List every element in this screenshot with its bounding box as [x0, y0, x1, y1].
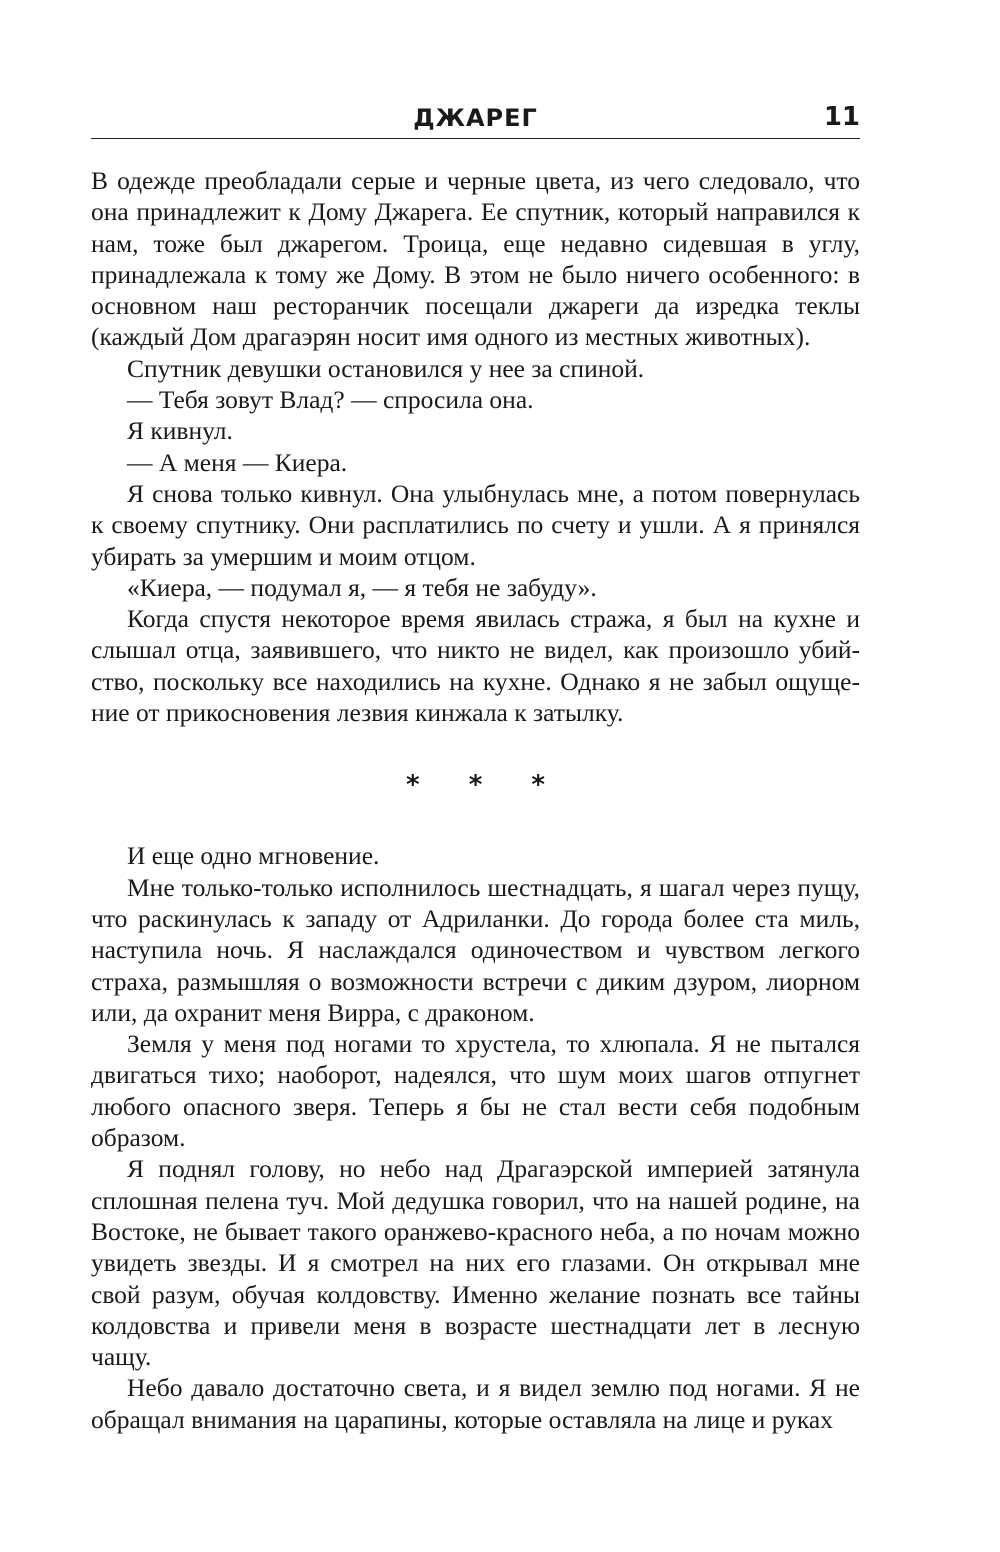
- running-header: [91, 98, 860, 139]
- body-text: [91, 165, 860, 1435]
- paragraph: Мне только-только исполнилось шестнадцать, я шагал через пущу, что раскинулась к западу от Адриланки. До города более ста миль, наступила ночь. Я наслаждался одиночеством и чувством легкого страха, размышляя о возможности встречи с диким дзуром, лиорном или, да охранит меня Вирра, с драконом.: [91, 872, 860, 1027]
- section-separator: * * *: [406, 770, 565, 801]
- paragraph: Я кивнул.: [127, 416, 233, 446]
- book-page: [91, 98, 860, 1435]
- dialogue-line: — Тебя зовут Влад? — спросила она.: [127, 385, 534, 415]
- chapter-title: ДЖАРЕГ: [413, 104, 538, 132]
- paragraph: Небо давало достаточно света, и я видел землю под ногами. Я не обращал внимания на царапины, которые оставляла на лице и руках: [91, 1373, 860, 1434]
- paragraph: Когда спустя некоторое время явилась стража, я был на кухне и слышал отца, заявившего, что никто не видел, как произошло убийство, поскольку все находились на кухне. Однако я не забыл ощущение от прикосновения лезвия кинжала к затылку.: [91, 604, 860, 728]
- paragraph: В одежде преобладали серые и черные цвета, из чего следовало, что она принадлежит к Дому Джарега. Ее спутник, который направился к нам, тоже был джарегом. Троица, еще недавно сидевшая в углу, принадлежала к тому же Дому. В этом не было ничего особенного: в основном наш ресторанчик посещали джареги да изредка теклы (каждый Дом драгаэрян носит имя одного из местных животных).: [91, 166, 860, 352]
- paragraph: И еще одно мгновение.: [127, 841, 380, 871]
- page-number: 11: [823, 102, 860, 132]
- paragraph: Я поднял голову, но небо над Драгаэрской империей затянула сплошная пелена туч. Мой дедушка говорил, что на нашей родине, на Востоке, не бывает такого оранжево-красного неба, а по ночам можно увидеть звезды. И я смотрел на них его глазами. Он открывал мне свой разум, обучая колдовству. Именно желание познать все тайны колдовства и привели меня в возрасте шестнадцати лет в лесную чащу.: [91, 1154, 860, 1372]
- paragraph: Земля у меня под ногами то хрустела, то хлюпала. Я не пытался двигаться тихо; наоборот, надеялся, что шум моих шагов отпугнет любого опасного зверя. Теперь я бы не стал вести себя подобным образом.: [91, 1029, 860, 1153]
- paragraph: Я снова только кивнул. Она улыбнулась мне, а потом повернулась к своему спутнику. Они расплатились по счету и ушли. А я принялся убирать за умершим и моим отцом.: [91, 478, 860, 571]
- dialogue-line: — А меня — Киера.: [127, 447, 348, 477]
- paragraph: Спутник девушки остановился у нее за спиной.: [127, 353, 645, 383]
- paragraph: «Киера, — подумал я, — я тебя не забуду».: [127, 572, 597, 602]
